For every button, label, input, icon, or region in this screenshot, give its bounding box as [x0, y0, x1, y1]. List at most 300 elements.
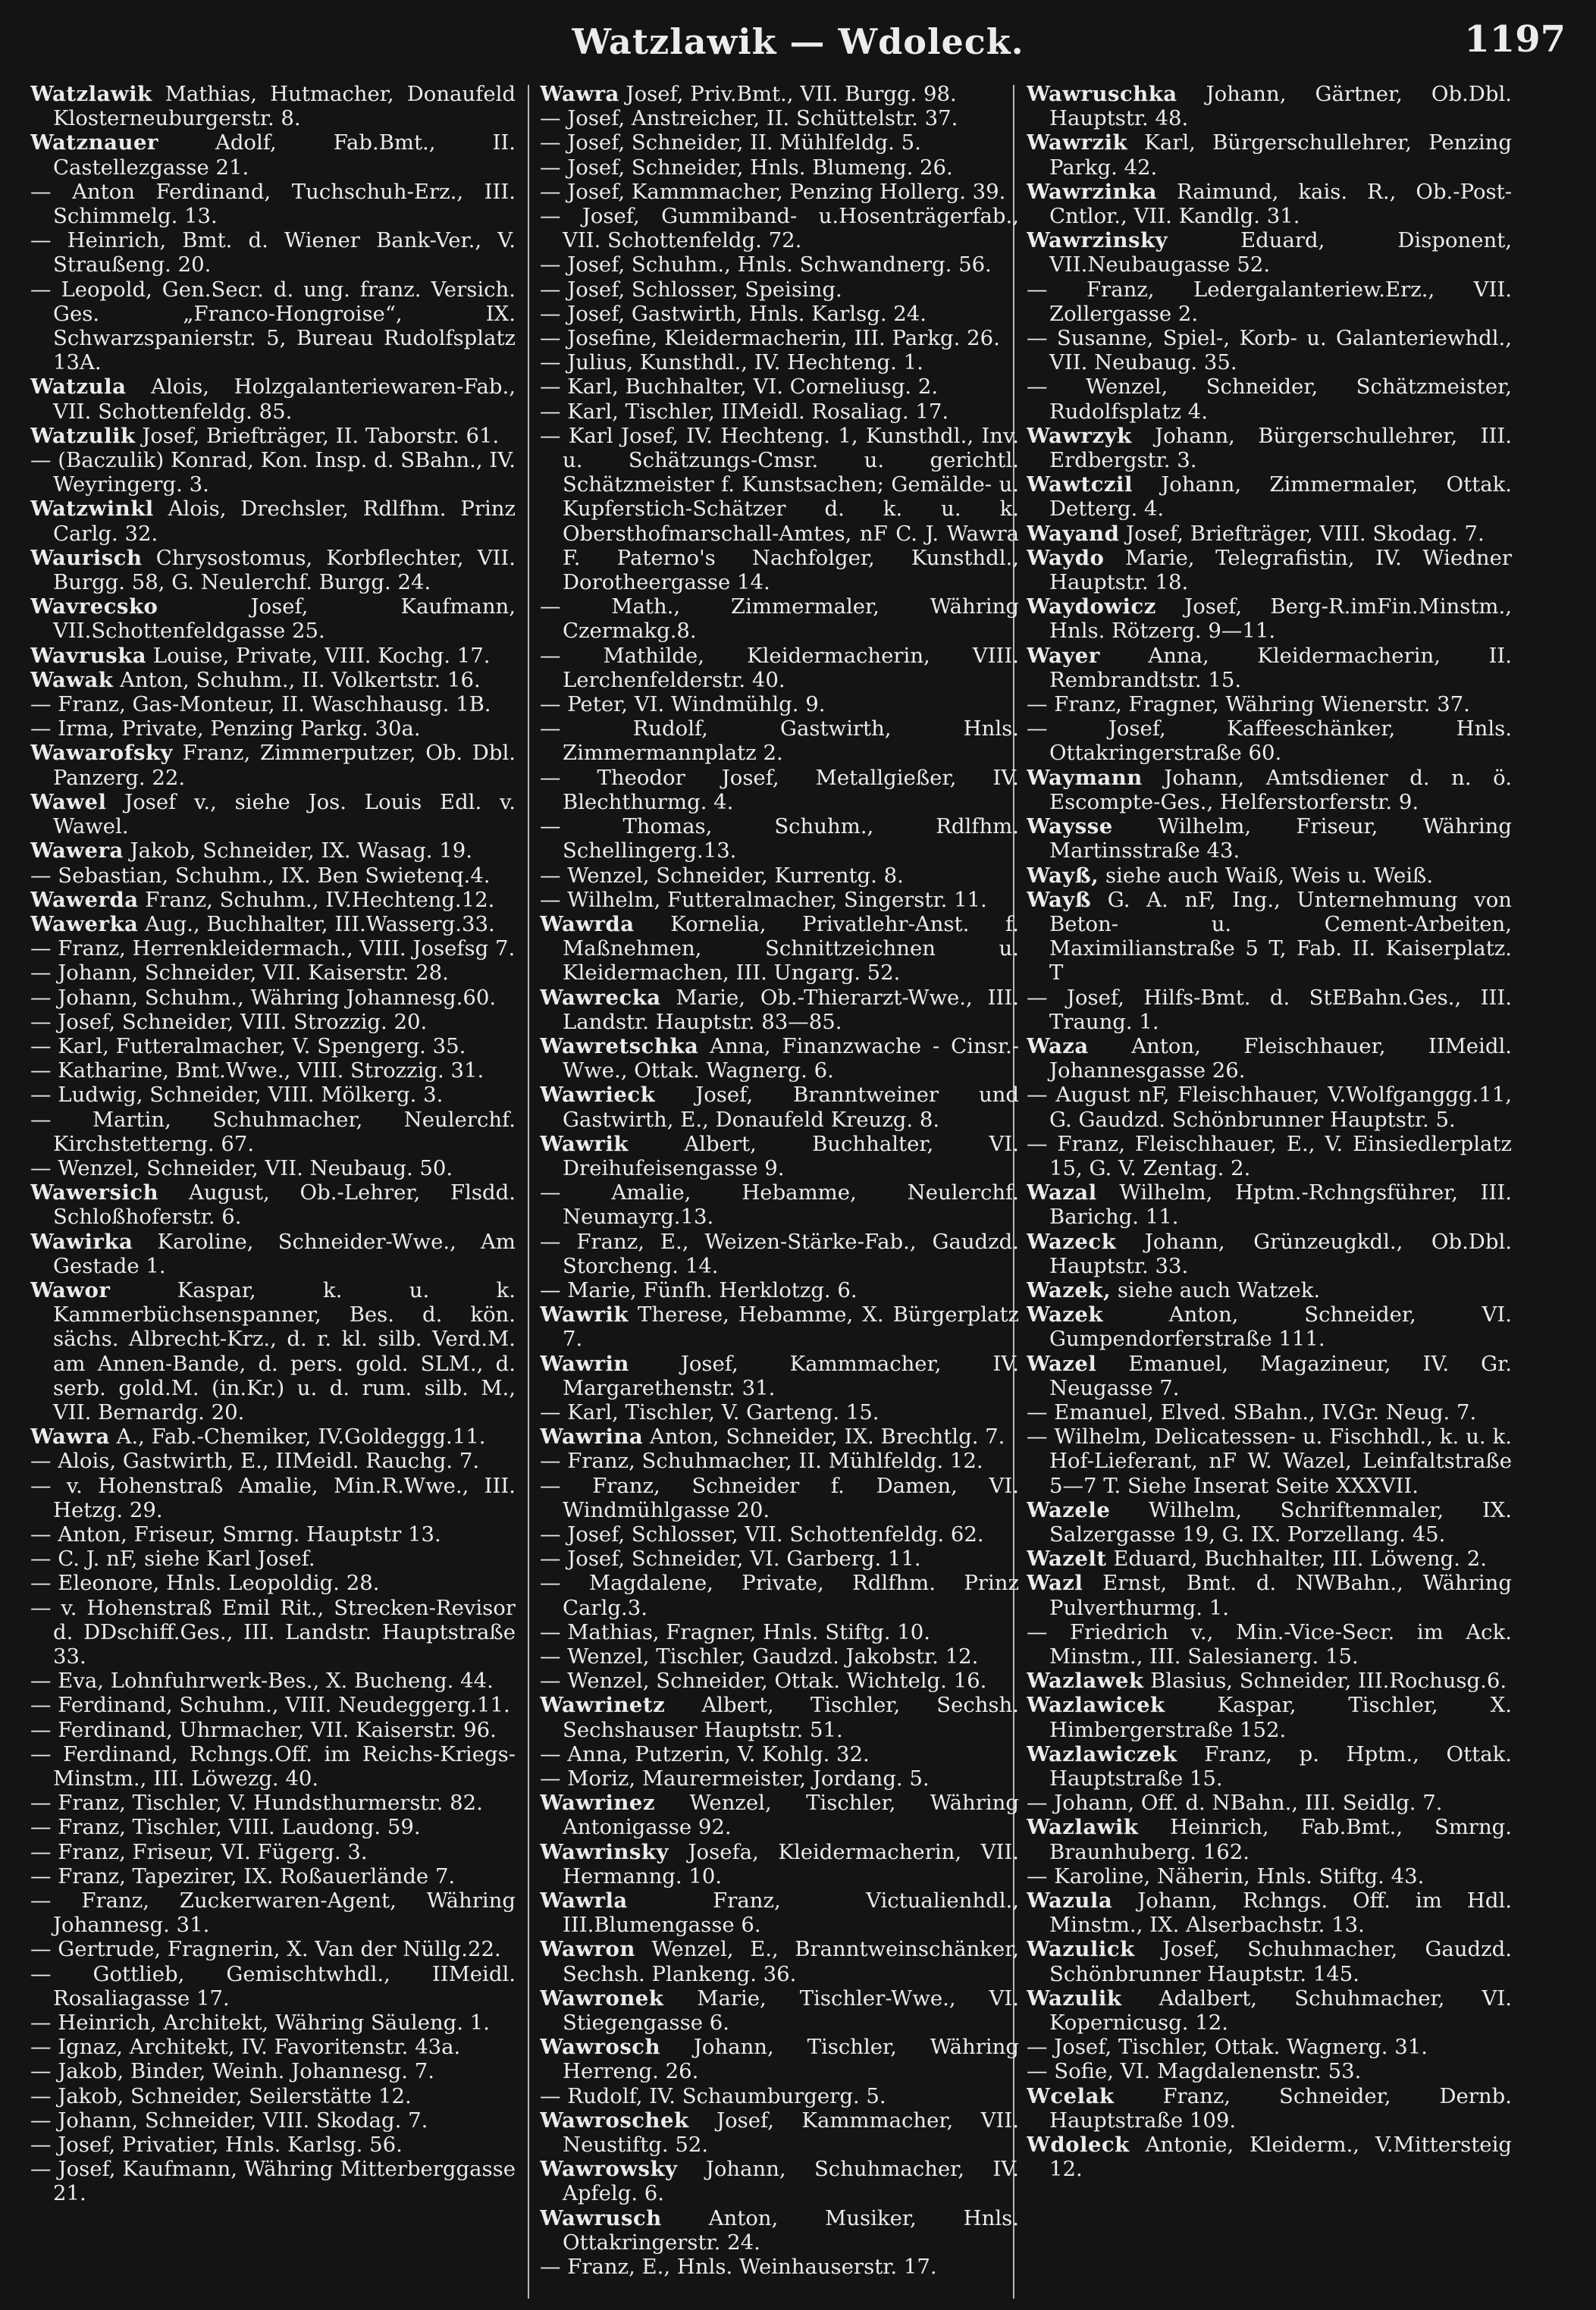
entry-text: — Johann, Schneider, VIII. Skodag. 7.: [30, 2108, 428, 2133]
directory-entry: [540, 1230, 1019, 1278]
entry-text: — Sofie, VI. Magdalenenstr. 53.: [1027, 2059, 1362, 2084]
entry-text: — Wilhelm, Delicatessen- u. Fischhdl., k. u. k. Hof-Lieferant, nF W. Wazel, Leinfaltstraße 5—7 T. Siehe Inserat Seite XXXVII.: [1027, 1425, 1512, 1498]
entry-text: — Josef, Kammmacher, Penzing Hollerg. 39.: [540, 179, 1006, 204]
entry-text: Eduard, Disponent, VII.Neubaugasse 52.: [1049, 228, 1512, 277]
entry-text: Johann, Bürgerschullehrer, III. Erdbergstr. 3.: [1049, 423, 1512, 473]
entry-text: Louise, Private, VIII. Kochg. 17.: [152, 643, 491, 668]
directory-entry: [1027, 1180, 1512, 1229]
entry-text: Alois, Drechsler, Rdlfhm. Prinz Carlg. 32.: [53, 497, 516, 546]
entry-surname: Wawrda: [540, 911, 635, 936]
directory-entry: [540, 692, 1019, 716]
directory-entry: [540, 814, 1019, 863]
entry-text: Franz, p. Hptm., Ottak. Hauptstraße 15.: [1049, 1741, 1512, 1791]
entry-text: Marie, Tischler-Wwe., VI. Stiegengasse 6.: [563, 1986, 1019, 2036]
entry-surname: Wazl: [1027, 1571, 1083, 1596]
entry-text: — Wilhelm, Futteralmacher, Singerstr. 11.: [540, 887, 987, 912]
entry-text: Anna, Kleidermacherin, II. Rembrandtstr. 15.: [1049, 643, 1512, 692]
directory-entry: [1027, 1815, 1512, 1863]
entry-text: — Karl, Tischler, IIMeidl. Rosaliag. 17.: [540, 399, 949, 424]
entry-text: Albert, Buchhalter, VI. Dreihufeisengasse 9.: [563, 1131, 1019, 1180]
entry-text: — Franz, E., Hnls. Weinhauserstr. 17.: [540, 2255, 937, 2280]
entry-text: August, Ob.-Lehrer, Flsdd. Schloßhoferstr. 6.: [53, 1180, 516, 1230]
entry-text: Franz, Victualienhdl., III.Blumengasse 6.: [563, 1888, 1019, 1938]
entry-text: — Josef, Schneider, VIII. Strozzig. 20.: [30, 1009, 428, 1034]
directory-entry: [540, 204, 1019, 252]
directory-entry: [1027, 1571, 1512, 1619]
entry-text: Eduard, Buchhalter, III. Löweng. 2.: [1113, 1547, 1487, 1572]
entry-text: Franz, Schneider, Dernb. Hauptstraße 109.: [1049, 2083, 1512, 2133]
entry-text: G. A. nF, Ing., Unternehmung von Beton- u. Cement-Arbeiten, Maximilianstraße 5 T, Fab. II. Kaiserplatz. T: [1049, 887, 1512, 986]
entry-surname: Wawra: [540, 82, 619, 106]
entry-text: Anton, Schneider, IX. Brechtlg. 7.: [649, 1425, 1005, 1450]
directory-entry: [540, 155, 1019, 180]
directory-entry: [540, 1644, 1019, 1669]
directory-entry: [540, 1742, 1019, 1766]
directory-entry: [30, 2133, 516, 2157]
directory-entry: [540, 1034, 1019, 1083]
column-3: [1027, 82, 1512, 2299]
entry-text: — Wenzel, Tischler, Gaudzd. Jakobstr. 12.: [540, 1644, 979, 1669]
directory-entry: [30, 375, 516, 423]
directory-entry: [30, 1693, 516, 1717]
directory-entry: [1027, 1425, 1512, 1498]
directory-entry: [1027, 1693, 1512, 1741]
entry-surname: Wawronek: [540, 1986, 664, 2011]
directory-entry: [30, 1180, 516, 1229]
directory-entry: [540, 2157, 1019, 2205]
entry-text: — Eleonore, Hnls. Leopoldig. 28.: [30, 1571, 380, 1596]
entry-surname: Wawrusch: [540, 2205, 662, 2230]
directory-entry: [540, 2255, 1019, 2279]
entry-surname: Wazelt: [1027, 1547, 1107, 1572]
directory-entry: [1027, 716, 1512, 765]
entry-text: — Wenzel, Schneider, VII. Neubaug. 50.: [30, 1155, 453, 1180]
directory-entry: [30, 668, 516, 692]
entry-text: Kaspar, Tischler, X. Himbergerstraße 152.: [1049, 1693, 1512, 1742]
directory-entry: [540, 130, 1019, 155]
entry-surname: Wazeck: [1027, 1229, 1117, 1254]
directory-entry: [30, 644, 516, 668]
entry-text: Anton, Musiker, Hnls. Ottakringerstr. 24.: [563, 2205, 1019, 2255]
directory-entry: [540, 1766, 1019, 1791]
directory-entry: [1027, 2035, 1512, 2059]
entry-text: — Josef, Tischler, Ottak. Wagnerg. 31.: [1027, 2035, 1428, 2060]
entry-text: — Karl, Futteralmacher, V. Spengerg. 35.: [30, 1033, 466, 1058]
directory-entry: [540, 1547, 1019, 1571]
entry-text: — Heinrich, Architekt, Währing Säuleng. 1.: [30, 2011, 491, 2036]
directory-entry: [1027, 1352, 1512, 1400]
entry-text: — Wenzel, Schneider, Ottak. Wichtelg. 16.: [540, 1669, 987, 1694]
entry-text: — Peter, VI. Windmühlg. 9.: [540, 692, 826, 717]
entry-text: Anna, Finanzwache - Cinsr.-Wwe., Ottak. Wagnerg. 6.: [563, 1033, 1019, 1083]
entry-surname: Wawrina: [540, 1425, 644, 1450]
directory-entry: [30, 1474, 516, 1522]
running-head: Watzlawik — Wdoleck.: [572, 21, 1024, 62]
entry-surname: Wawrzyk: [1027, 423, 1132, 448]
entry-text: — August nF, Fleischhauer, V.Wolfganggg.11, G. Gaudzd. Schönbrunner Hauptstr. 5.: [1027, 1083, 1512, 1132]
directory-entry: [30, 1864, 516, 1888]
entry-surname: Wawrik: [540, 1131, 629, 1156]
entry-text: Wenzel, E., Branntweinschänker, Sechsh. Plankeng. 36.: [563, 1937, 1019, 1986]
directory-entry: [30, 228, 516, 277]
entry-surname: Wayer: [1027, 643, 1100, 668]
directory-entry: [30, 864, 516, 888]
entry-text: Karoline, Schneider-Wwe., Am Gestade 1.: [53, 1229, 516, 1278]
entry-text: Josef, Kaufmann, VII.Schottenfeldgasse 25.: [53, 594, 516, 644]
entry-text: Johann, Rchngs. Off. im Hdl. Minstm., IX. Alserbachstr. 13.: [1049, 1888, 1512, 1938]
directory-entry: [540, 594, 1019, 643]
directory-entry: [30, 1962, 516, 2011]
entry-text: — Anna, Putzerin, V. Kohlg. 32.: [540, 1741, 870, 1766]
entry-text: Adalbert, Schuhmacher, VI. Kopernicusg. 12.: [1049, 1986, 1512, 2036]
directory-entry: [540, 375, 1019, 399]
entry-surname: Wawarofsky: [30, 741, 173, 766]
entry-text: Johann, Schuhmacher, IV. Apfelg. 6.: [563, 2157, 1019, 2206]
directory-entry: [30, 986, 516, 1010]
entry-text: — Franz, Tapezirer, IX. Roßauerlände 7.: [30, 1863, 456, 1888]
entry-text: Wilhelm, Schriftenmaler, IX. Salzergasse 19, G. IX. Porzellang. 45.: [1049, 1497, 1512, 1547]
directory-entry: [540, 277, 1019, 302]
entry-surname: Wawrecka: [540, 985, 661, 1010]
entry-text: — Katharine, Bmt.Wwe., VIII. Strozzig. 31.: [30, 1058, 484, 1083]
entry-text: Josef, Briefträger, VIII. Skodag. 7.: [1126, 521, 1485, 546]
entry-text: — Johann, Off. d. NBahn., III. Seidlg. 7.: [1027, 1791, 1443, 1816]
entry-text: — Josefine, Kleidermacherin, III. Parkg. 26.: [540, 326, 1000, 351]
directory-entry: [1027, 130, 1512, 179]
directory-entry: [540, 252, 1019, 277]
page-number: 1197: [1464, 18, 1566, 61]
entry-surname: Wazlawicek: [1027, 1693, 1165, 1718]
directory-entry: [30, 888, 516, 912]
entry-surname: Watznauer: [30, 130, 158, 155]
entry-surname: Wazel: [1027, 1351, 1097, 1376]
directory-entry: [1027, 82, 1512, 130]
entry-surname: Wazlawiczek: [1027, 1741, 1177, 1766]
entry-text: — Gottlieb, Gemischtwhdl., IIMeidl. Rosaliagasse 17.: [30, 1961, 516, 2011]
entry-text: — Eva, Lohnfuhrwerk-Bes., X. Bucheng. 44.: [30, 1669, 494, 1694]
entry-text: — Franz, Herrenkleidermach., VIII. Josefsg 7.: [30, 936, 516, 961]
directory-entry: [540, 180, 1019, 204]
directory-entry: [540, 888, 1019, 912]
directory-entry: [1027, 1498, 1512, 1547]
entry-text: — Friedrich v., Min.-Vice-Secr. im Ack. Minstm., III. Salesianerg. 15.: [1027, 1619, 1512, 1669]
directory-entry: [1027, 644, 1512, 692]
entry-surname: Wawrla: [540, 1888, 628, 1914]
directory-entry: [540, 1840, 1019, 1888]
entry-text: Chrysostomus, Korbflechter, VII. Burgg. 58, G. Neulerchf. Burgg. 24.: [53, 545, 516, 595]
entry-text: — Jakob, Binder, Weinh. Johannesg. 7.: [30, 2059, 434, 2084]
entry-surname: Waysse: [1027, 814, 1113, 839]
directory-entry: [1027, 1791, 1512, 1815]
entry-text: Wilhelm, Hptm.-Rchngsführer, III. Barichg. 11.: [1049, 1180, 1512, 1230]
entry-text: Ernst, Bmt. d. NWBahn., Währing Pulverthurmg. 1.: [1049, 1571, 1512, 1620]
entry-text: Karl, Bürgerschullehrer, Penzing Parkg. 42.: [1049, 130, 1512, 180]
directory-entry: [540, 2108, 1019, 2157]
entry-surname: Wawerka: [30, 911, 139, 936]
directory-entry: [1027, 424, 1512, 472]
directory-entry: [540, 644, 1019, 692]
entry-surname: Wawera: [30, 838, 124, 864]
entry-text: — Ferdinand, Schuhm., VIII. Neudeggerg.11.: [30, 1693, 510, 1718]
entry-text: Josef, Priv.Bmt., VII. Burgg. 98.: [626, 82, 957, 106]
directory-entry: [540, 766, 1019, 814]
column-rule: [528, 85, 529, 2299]
entry-text: — Franz, Fleischhauer, E., V. Einsiedlerplatz 15, G. V. Zentag. 2.: [1027, 1131, 1512, 1180]
directory-entry: [1027, 1888, 1512, 1937]
directory-entry: [540, 1693, 1019, 1741]
directory-entry: [1027, 375, 1512, 423]
directory-entry: [1027, 1986, 1512, 2035]
entry-text: — Moriz, Maurermeister, Jordang. 5.: [540, 1766, 930, 1791]
entry-surname: Wazek,: [1027, 1277, 1112, 1302]
entry-text: A., Fab.-Chemiker, IV.Goldeggg.11.: [116, 1425, 486, 1450]
directory-entry: [30, 1058, 516, 1083]
entry-surname: Wazulik: [1027, 1986, 1122, 2011]
entry-surname: Wdoleck: [1027, 2133, 1130, 2158]
entry-text: — Martin, Schuhmacher, Neulerchf. Kirchstetterng. 67.: [30, 1107, 516, 1156]
entry-text: — Wenzel, Schneider, Schätzmeister, Rudolfsplatz 4.: [1027, 375, 1512, 424]
entry-text: Josef, Kammmacher, IV. Margarethenstr. 31.: [563, 1351, 1019, 1400]
entry-text: — Emanuel, Elved. SBahn., IV.Gr. Neug. 7.: [1027, 1399, 1477, 1425]
entry-text: — Franz, Fragner, Währing Wienerstr. 37.: [1027, 692, 1470, 717]
directory-entry: [30, 1888, 516, 1937]
directory-entry: [1027, 228, 1512, 277]
entry-text: Franz, Zimmerputzer, Ob. Dbl. Panzerg. 22.: [53, 741, 516, 790]
directory-entry: [30, 1108, 516, 1156]
entry-text: — C. J. nF, siehe Karl Josef.: [30, 1547, 315, 1572]
directory-entry: [30, 1596, 516, 1669]
entry-text: — Josef, Hilfs-Bmt. d. StEBahn.Ges., III. Traung. 1.: [1027, 985, 1512, 1034]
entry-surname: Wcelak: [1027, 2083, 1115, 2108]
directory-entry: [30, 497, 516, 545]
entry-surname: Wazal: [1027, 1180, 1097, 1205]
column-2: [540, 82, 1019, 2299]
entry-text: Anton, Schneider, VI. Gumpendorferstraße 111.: [1049, 1302, 1512, 1352]
directory-entry: [30, 2084, 516, 2108]
entry-text: Albert, Tischler, Sechsh. Sechshauser Hauptstr. 51.: [563, 1693, 1019, 1742]
entry-surname: Wawrinetz: [540, 1693, 666, 1718]
directory-entry: [1027, 522, 1512, 546]
entry-text: Josefa, Kleidermacherin, VII. Hermanng. 10.: [563, 1839, 1019, 1888]
entry-surname: Wawrik: [540, 1302, 629, 1327]
entry-text: — Josef, Schlosser, Speising.: [540, 277, 842, 302]
directory-entry: [1027, 472, 1512, 521]
directory-entry: [30, 936, 516, 961]
entry-surname: Waydo: [1027, 545, 1105, 570]
directory-entry: [1027, 1034, 1512, 1083]
entry-text: — Josef, Privatier, Hnls. Karlsg. 56.: [30, 2133, 403, 2158]
directory-entry: [540, 424, 1019, 594]
directory-entry: [30, 790, 516, 838]
directory-entry: [30, 1010, 516, 1034]
entry-text: Kornelia, Privatlehr-Anst. f. Maßnehmen, Schnittzeichnen u. Kleidermachen, III. Ungarg. 52.: [563, 911, 1019, 986]
entry-surname: Wavruska: [30, 643, 147, 668]
directory-entry: [30, 180, 516, 228]
entry-surname: Waymann: [1027, 765, 1143, 790]
directory-entry: [540, 106, 1019, 130]
entry-text: — Ferdinand, Uhrmacher, VII. Kaiserstr. 96.: [30, 1717, 497, 1742]
entry-text: — Alois, Gastwirth, E., IIMeidl. Rauchg. 7.: [30, 1449, 480, 1474]
directory-entry: [30, 2011, 516, 2035]
directory-entry: [30, 1815, 516, 1839]
entry-text: — Josef, Kaufmann, Währing Mitterberggasse 21.: [30, 2157, 516, 2206]
directory-entry: [30, 692, 516, 716]
entry-text: — Mathias, Fragner, Hnls. Stiftg. 10.: [540, 1619, 930, 1644]
entry-surname: Wawroschek: [540, 2108, 689, 2133]
entry-surname: Watzulik: [30, 423, 136, 448]
directory-entry: [540, 1986, 1019, 2035]
entry-surname: Waydowicz: [1027, 594, 1156, 619]
directory-entry: [540, 1083, 1019, 1131]
directory-entry: [30, 1034, 516, 1058]
directory-entry: [540, 82, 1019, 106]
directory-entry: [30, 1083, 516, 1107]
directory-entry: [540, 1352, 1019, 1400]
directory-entry: [540, 1180, 1019, 1229]
entry-text: Heinrich, Fab.Bmt., Smrng. Braunhuberg. 162.: [1049, 1815, 1512, 1864]
directory-entry: [540, 1888, 1019, 1937]
entry-text: — v. Hohenstraß Emil Rit., Strecken-Revisor d. DDschiff.Ges., III. Landstr. Hauptstraße 33.: [30, 1595, 516, 1669]
directory-entry: [540, 1278, 1019, 1302]
directory-entry: [540, 1522, 1019, 1547]
entry-text: — Anton Ferdinand, Tuchschuh-Erz., III. Schimmelg. 13.: [30, 179, 516, 229]
directory-entry: [540, 2084, 1019, 2108]
entry-surname: Wawak: [30, 667, 114, 692]
entry-surname: Wazlawik: [1027, 1815, 1139, 1840]
directory-entry: [1027, 2059, 1512, 2083]
entry-text: — Heinrich, Bmt. d. Wiener Bank-Ver., V. Straußeng. 20.: [30, 228, 516, 277]
directory-entry: [30, 1522, 516, 1547]
entry-text: — Franz, Schuhmacher, II. Mühlfeldg. 12.: [540, 1449, 983, 1474]
entry-text: Emanuel, Magazineur, IV. Gr. Neugasse 7.: [1049, 1351, 1512, 1400]
entry-text: — Amalie, Hebamme, Neulerchf. Neumayrg.13.: [540, 1180, 1019, 1230]
directory-entry: [540, 1571, 1019, 1619]
directory-entry: [30, 1840, 516, 1864]
entry-surname: Wawrzinsky: [1027, 228, 1168, 253]
directory-entry: [30, 1742, 516, 1791]
entry-surname: Wawrosch: [540, 2035, 661, 2060]
directory-entry: [30, 130, 516, 179]
column-1: [30, 82, 516, 2299]
entry-text: — Leopold, Gen.Secr. d. ung. franz. Versich. Ges. „Franco-Hongroise“, IX. Schwarzspanierstr. 5, Bureau Rudolfsplatz 13A.: [30, 277, 516, 375]
entry-text: Antonie, Kleiderm., V.Mittersteig 12.: [1049, 2133, 1512, 2182]
entry-surname: Wazula: [1027, 1888, 1113, 1914]
directory-entry: [30, 1278, 516, 1425]
directory-entry: [30, 2108, 516, 2133]
directory-entry: [30, 546, 516, 594]
entry-text: Raimund, kais. R., Ob.-Post-Cntlor., VII. Kandlg. 31.: [1049, 179, 1512, 229]
directory-entry: [540, 1474, 1019, 1522]
directory-entry: [1027, 1278, 1512, 1302]
directory-entry: [540, 864, 1019, 888]
directory-entry: [1027, 546, 1512, 594]
entry-text: — Josef, Gummiband- u.Hosenträgerfab., VII. Schottenfeldg. 72.: [540, 204, 1019, 253]
entry-text: Mathias, Hutmacher, Donaufeld Klosterneuburgerstr. 8.: [53, 82, 516, 131]
entry-text: Johann, Gärtner, Ob.Dbl. Hauptstr. 48.: [1049, 82, 1512, 131]
entry-text: — Ferdinand, Rchngs.Off. im Reichs-Kriegs-Minstm., III. Löwezg. 40.: [30, 1741, 516, 1791]
directory-entry: [30, 1571, 516, 1595]
entry-surname: Wawrzik: [1027, 130, 1128, 155]
directory-entry: [1027, 1669, 1512, 1693]
entry-text: — Wenzel, Schneider, Kurrentg. 8.: [540, 863, 904, 888]
entry-surname: Wawrinsky: [540, 1839, 669, 1864]
entry-text: — Josef, Anstreicher, II. Schüttelstr. 37.: [540, 106, 958, 131]
directory-entry: [30, 1230, 516, 1278]
entry-text: Jakob, Schneider, IX. Wasag. 19.: [130, 838, 473, 864]
entry-text: Johann, Zimmermaler, Ottak. Detterg. 4.: [1049, 472, 1512, 522]
entry-text: Johann, Amtsdiener d. n. ö. Escompte-Ges., Helferstorferstr. 9.: [1049, 765, 1512, 814]
directory-entry: [30, 277, 516, 375]
entry-surname: Watzwinkl: [30, 497, 154, 522]
entry-text: — Franz, Ledergalanteriew.Erz., VII. Zollergasse 2.: [1027, 277, 1512, 326]
entry-text: — Rudolf, IV. Schaumburgerg. 5.: [540, 2083, 886, 2108]
entry-text: Alois, Holzgalanteriewaren-Fab., VII. Schottenfeldg. 85.: [53, 375, 516, 424]
directory-entry: [1027, 1742, 1512, 1791]
directory-entry: [540, 350, 1019, 375]
directory-entry: [540, 1620, 1019, 1644]
entry-surname: Wazlawek: [1027, 1669, 1144, 1694]
entry-text: Josef, Berg-R.imFin.Minstm., Hnls. Rötzerg. 9—11.: [1049, 594, 1512, 644]
entry-text: — v. Hohenstraß Amalie, Min.R.Wwe., III. Hetzg. 29.: [30, 1473, 516, 1522]
directory-entry: [1027, 1547, 1512, 1571]
directory-entry: [30, 448, 516, 497]
directory-entry: [1027, 888, 1512, 986]
directory-entry: [1027, 814, 1512, 863]
directory-entry: [1027, 594, 1512, 643]
entry-text: — Josef, Schuhm., Hnls. Schwandnerg. 56.: [540, 252, 992, 277]
directory-entry: [30, 424, 516, 448]
entry-text: — Karl Josef, IV. Hechteng. 1, Kunsthdl., Inv. u. Schätzungs-Cmsr. u. gerichtl. Schätzmeister f. Kunstsachen; Gemälde- u. Kupferstich-Schätzer d. k. u. k. Obersthofmarschall-Amtes, nF C. J. Wawra F. Paterno's Nachfolger, Kunsthdl., Dorotheergasse 14.: [540, 423, 1019, 595]
entry-text: — Marie, Fünfh. Herklotzg. 6.: [540, 1277, 858, 1302]
entry-surname: Wawersich: [30, 1180, 159, 1205]
entry-text: siehe auch Waiß, Weis u. Weiß.: [1105, 863, 1434, 888]
directory-entry: [30, 838, 516, 863]
directory-entry: [30, 961, 516, 985]
entry-text: — Susanne, Spiel-, Korb- u. Galanteriewhdl., VII. Neubaug. 35.: [1027, 326, 1512, 375]
directory-entry: [30, 2035, 516, 2059]
directory-entry: [540, 400, 1019, 424]
entry-text: — Josef, Gastwirth, Hnls. Karlsg. 24.: [540, 301, 927, 326]
entry-surname: Waza: [1027, 1033, 1089, 1058]
directory-entry: [540, 716, 1019, 765]
directory-entry: [540, 1669, 1019, 1693]
directory-entry: [30, 716, 516, 741]
entry-text: — Franz, Zuckerwaren-Agent, Währing Johannesg. 31.: [30, 1888, 516, 1938]
entry-text: — Rudolf, Gastwirth, Hnls. Zimmermannplatz 2.: [540, 716, 1019, 766]
entry-surname: Wayand: [1027, 521, 1120, 546]
entry-text: — Josef, Schneider, Hnls. Blumeng. 26.: [540, 155, 953, 180]
entry-text: — Irma, Private, Penzing Parkg. 30a.: [30, 716, 421, 741]
entry-surname: Wazek: [1027, 1302, 1103, 1327]
entry-text: Marie, Ob.-Thierarzt-Wwe., III. Landstr. Hauptstr. 83—85.: [563, 985, 1019, 1034]
directory-entry: [540, 1302, 1019, 1351]
entry-text: Therese, Hebamme, X. Bürgerplatz 7.: [563, 1302, 1019, 1352]
directory-entry: [1027, 986, 1512, 1034]
directory-entry: [1027, 1400, 1512, 1425]
entry-text: — Josef, Kaffeeschänker, Hnls. Ottakringerstraße 60.: [1027, 716, 1512, 766]
entry-text: Josef, Branntweiner und Gastwirth, E., Donaufeld Kreuzg. 8.: [563, 1083, 1019, 1132]
directory-entry: [1027, 2084, 1512, 2133]
directory-entry: [1027, 326, 1512, 375]
entry-text: — Ignaz, Architekt, IV. Favoritenstr. 43a.: [30, 2035, 461, 2060]
entry-text: Anton, Schuhm., II. Volkertstr. 16.: [120, 667, 481, 692]
entry-surname: Wawrieck: [540, 1083, 656, 1108]
directory-entry: [1027, 1302, 1512, 1351]
directory-entry: [540, 2035, 1019, 2083]
directory-entry: [30, 1718, 516, 1742]
directory-entry: [30, 1156, 516, 1180]
entry-text: — Anton, Friseur, Smrng. Hauptstr 13.: [30, 1522, 441, 1547]
